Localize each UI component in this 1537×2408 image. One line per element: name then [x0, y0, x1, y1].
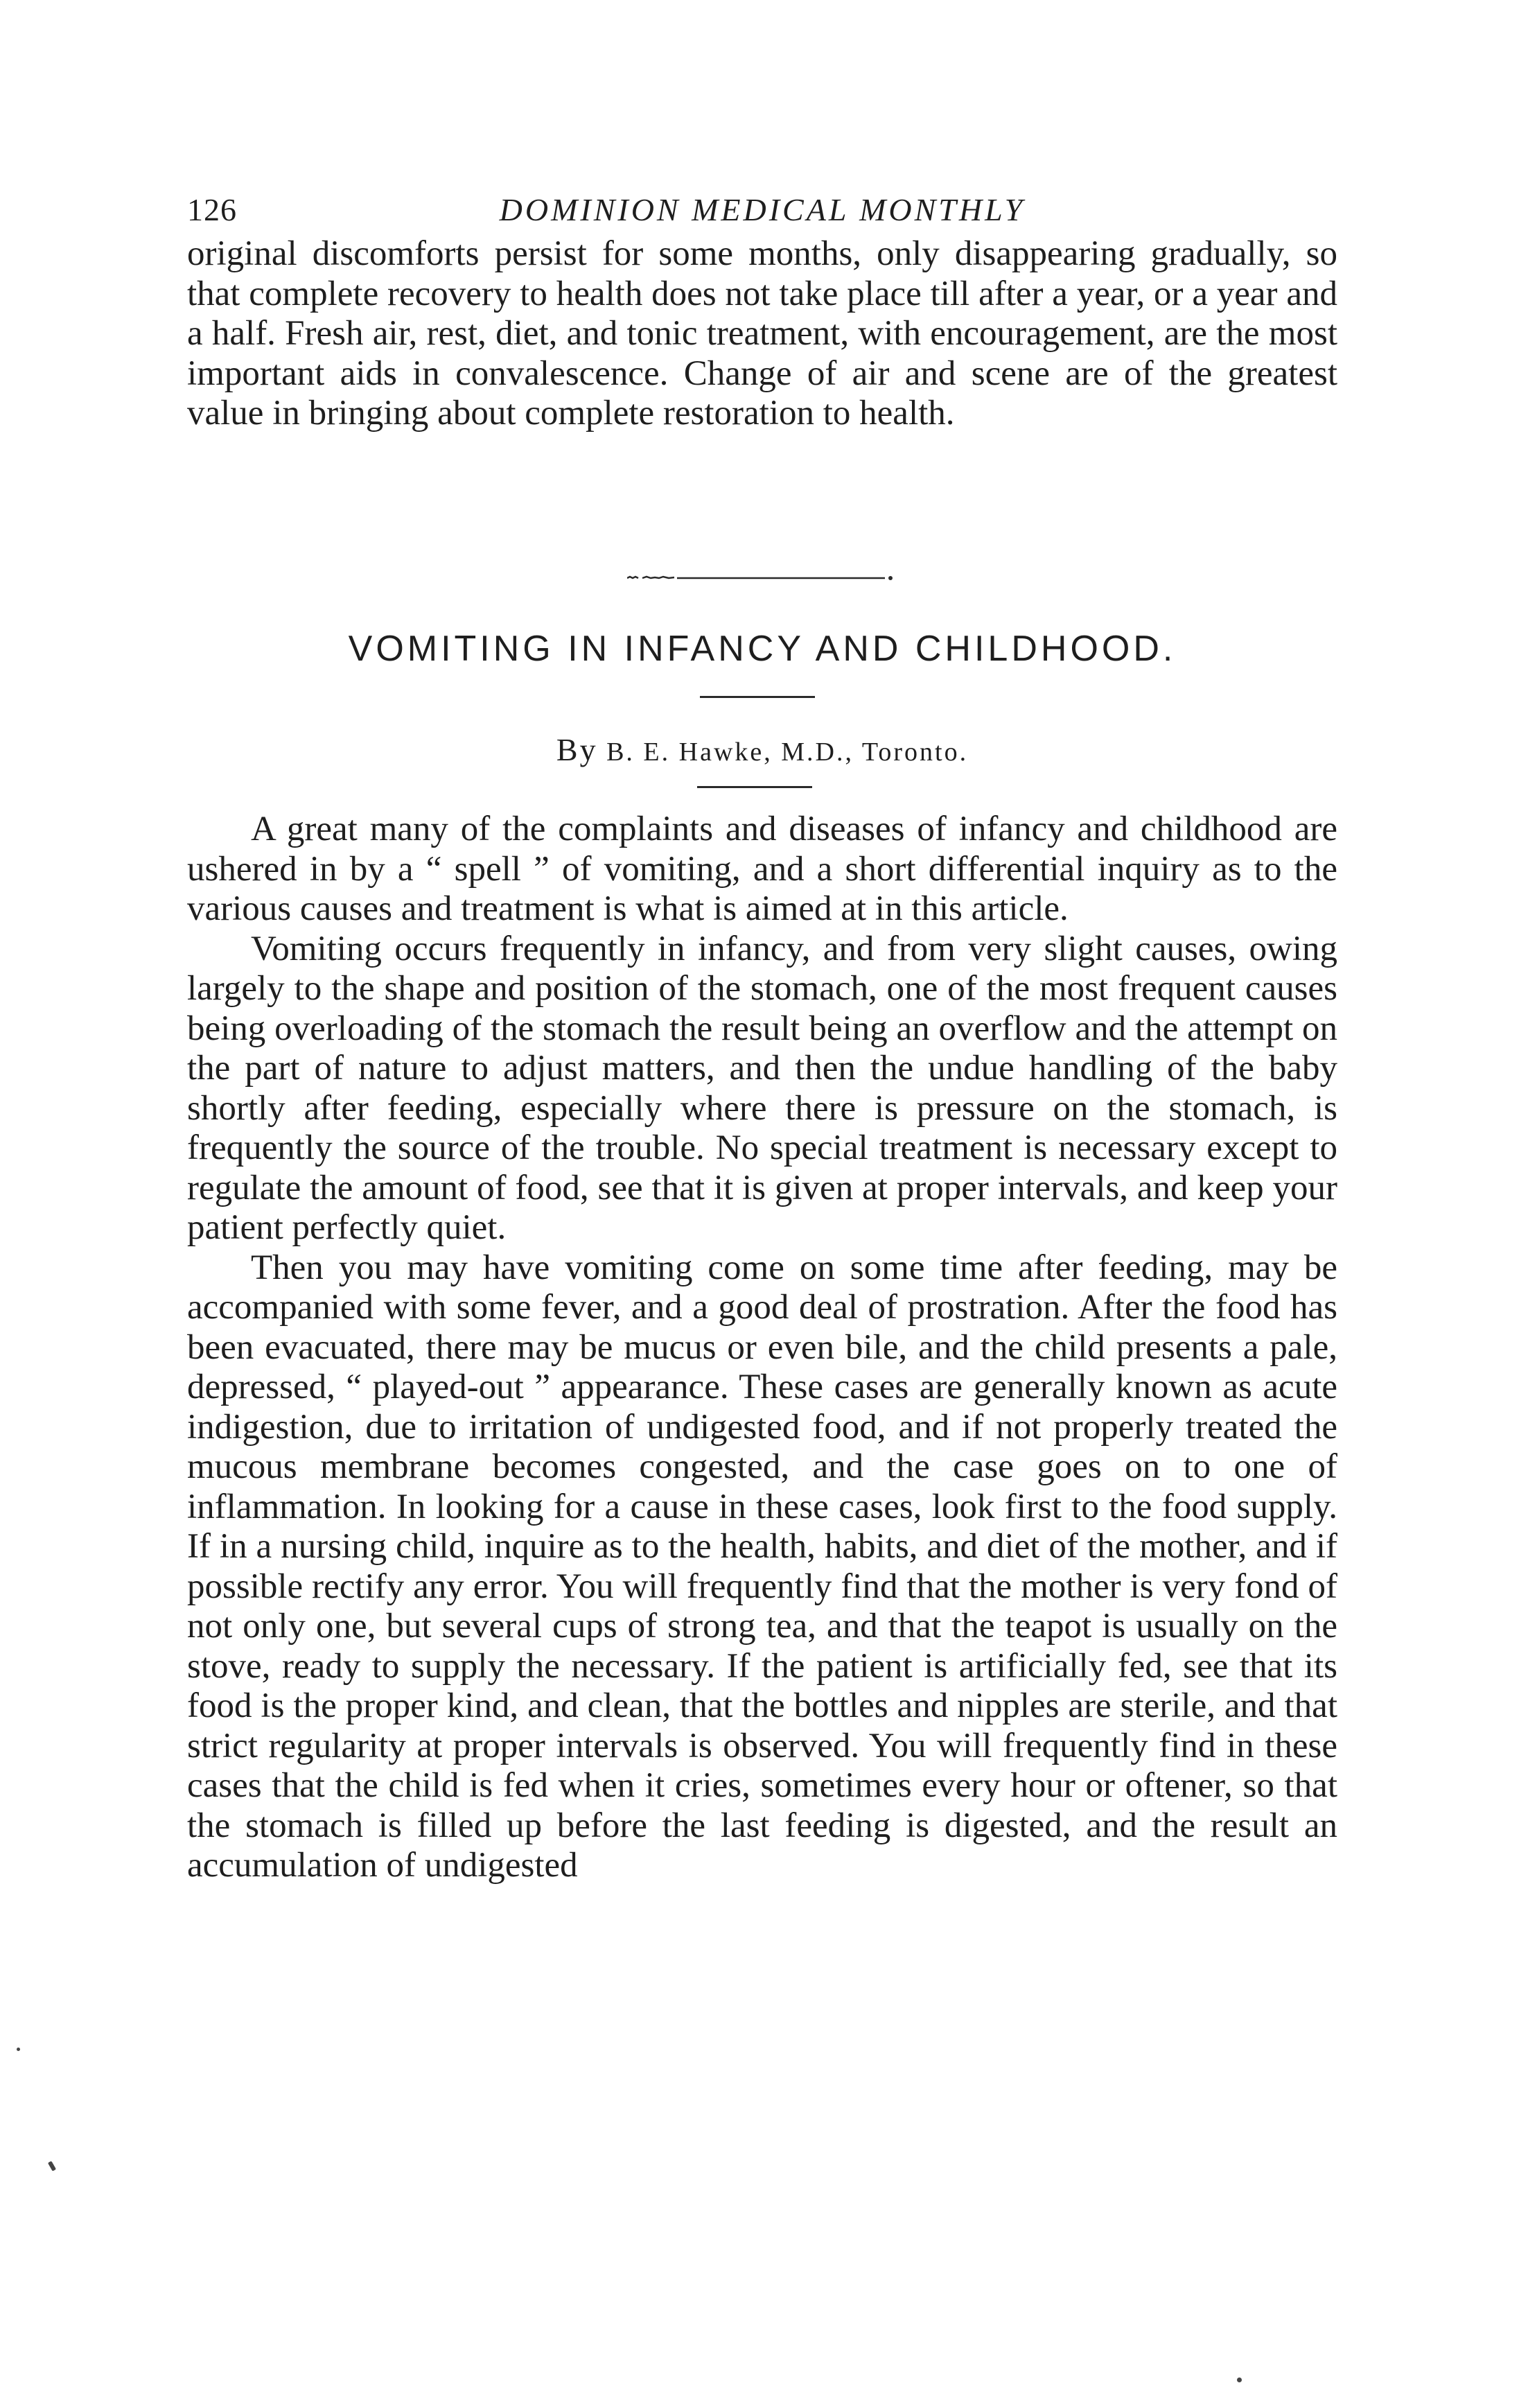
body-paragraph-3: Then you may have vomiting come on some time after feeding, may be accompanied with some fever, and a good deal of prostration. After the food has been evacuated, there may be mucus or even bile, and the child presents a pale, depressed, “ played-out ” appearance. These cases are generally known as acute indigestion, due to irritation of undigested food, and if not properly treated the mucous membrane becomes congested, and the case goes on to one of inflammation. In looking for a cause in these cases, look first to the food supply. If in a nursing child, inquire as to the health, habits, and diet of the mother, and if possible rectify any error. You will frequently find that the mother is very fond of not only one, but several cups of strong tea, and that the teapot is usually on the stove, ready to supply the necessary. If the patient is artificially fed, see that its food is the proper kind, and clean, that the bottles and nipples are sterile, and that strict regularity at proper intervals is observed. You will frequently find in these cases that the child is fed when it cries, sometimes every hour or oftener, so that the stomach is filled up before the last feeding is digested, and the result an accumulation of undigested	[187, 1248, 1337, 1885]
continued-text-block	[187, 234, 1337, 434]
continued-paragraph: original discomforts persist for some months, only disappearing gradually, so that complete recovery to health does not take place till after a year, or a year and a half. Fresh air, rest, diet, and tonic treatment, with encouragement, are the most important aids in convalescence. Change of air and scene are of the greatest value in bringing about complete restoration to health.	[187, 234, 1337, 433]
page-number: 126	[187, 192, 237, 227]
byline-by: By	[556, 732, 598, 767]
scan-speck	[1237, 2378, 1242, 2382]
body-paragraph-1: A great many of the complaints and diseases of infancy and childhood are ushered in by a “ spell ” of vomiting, and a short differential inquiry as to the various causes and treatment is what is aimed at in this article.	[187, 810, 1337, 928]
section-divider-ornament	[627, 574, 895, 581]
byline-place: Toronto.	[861, 738, 969, 767]
byline-author: B. E. Hawke, M.D.,	[606, 738, 854, 767]
running-head	[187, 191, 1337, 240]
byline-rule	[697, 786, 812, 788]
article-body	[187, 810, 1337, 1886]
scan-speck	[48, 2161, 56, 2171]
body-paragraph-2: Vomiting occurs frequently in infancy, and from very slight causes, owing largely to the shape and position of the stomach, one of the most frequent causes being overloading of the stomach the result being an overflow and the attempt on the part of nature to adjust matters, and then the undue handling of the baby shortly after feeding, especially where there is pressure on the stomach, is frequently the source of the trouble. No special treatment is necessary except to regulate the amount of food, see that it is given at proper intervals, and keep your patient perfectly quiet.	[187, 929, 1337, 1247]
article-title: VOMITING IN INFANCY AND CHILDHOOD.	[348, 629, 1177, 669]
journal-title: DOMINION MEDICAL MONTHLY	[499, 192, 1026, 227]
title-rule	[700, 696, 815, 698]
scan-speck	[17, 2048, 20, 2051]
byline	[187, 731, 1337, 768]
